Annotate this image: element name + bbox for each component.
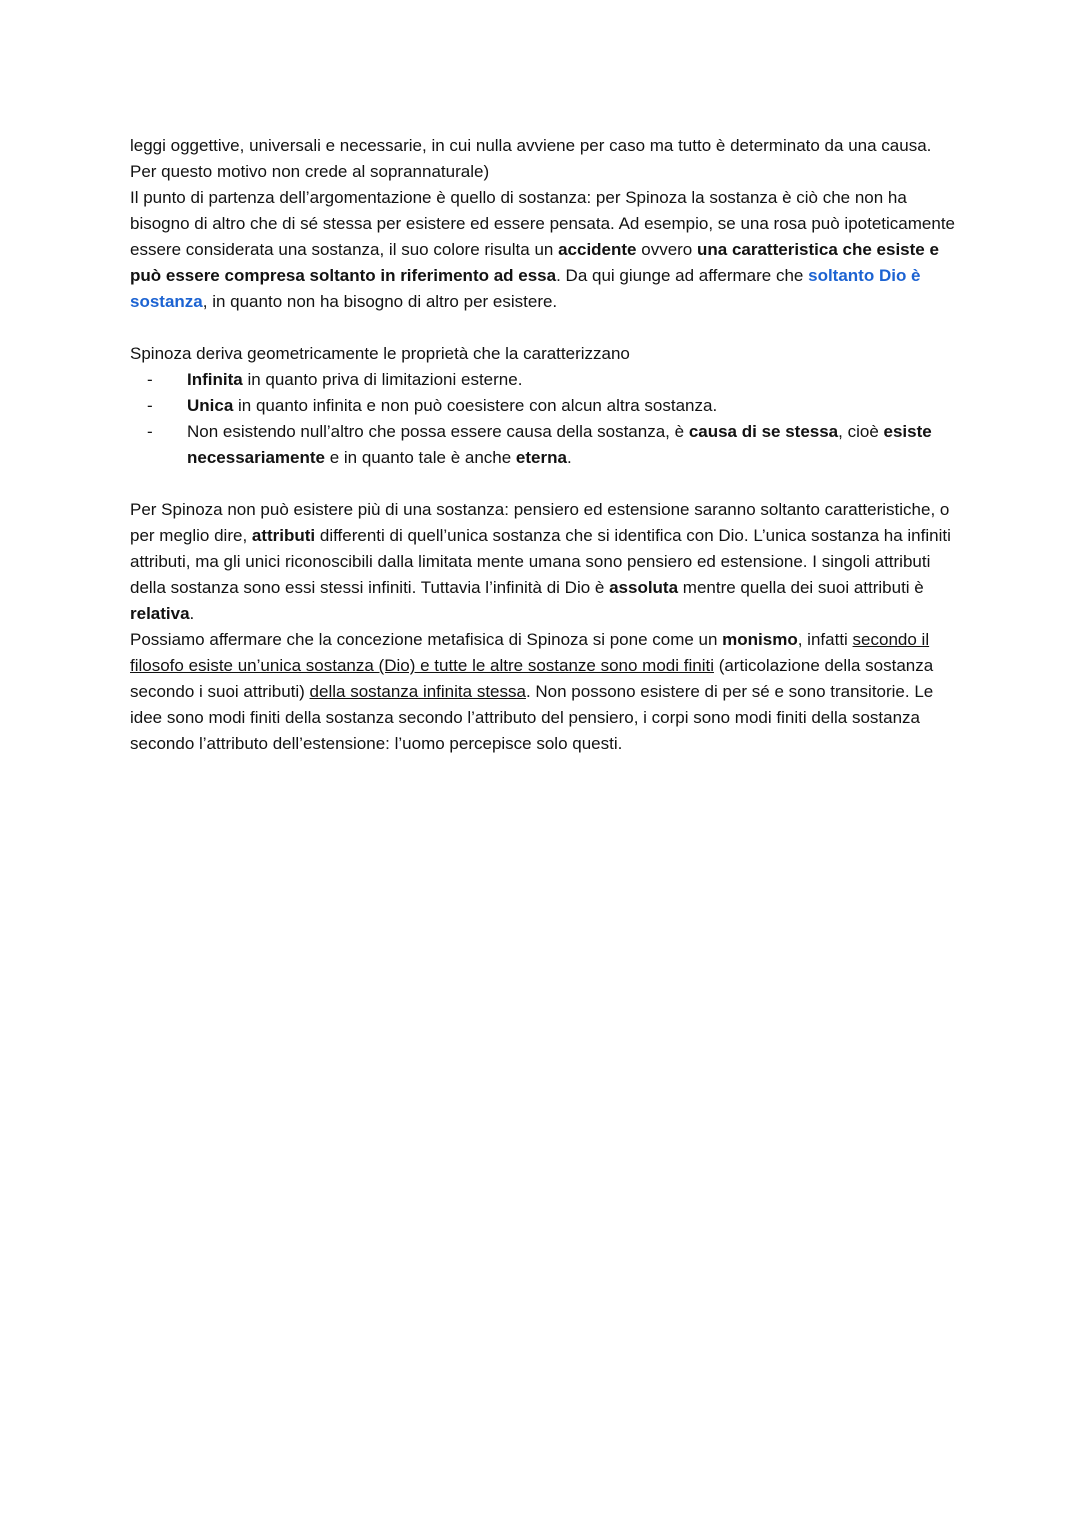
text-run: relativa (130, 604, 190, 623)
text-run: monismo (722, 630, 798, 649)
list-item-text (187, 370, 522, 389)
properties-list (130, 367, 960, 471)
list-item-unica (130, 393, 960, 419)
blank-line (130, 315, 960, 341)
blank-line (130, 471, 960, 497)
list-item-causa-di-se (130, 419, 960, 471)
paragraph-proprieta-intro (130, 341, 960, 367)
text-run: Per Spinoza non può esistere più di una sostanza: pensiero ed estensione saranno soltanto caratteristiche, o per meglio dire, (130, 500, 950, 545)
list-item-text (187, 422, 932, 467)
text-run: ovvero (636, 240, 697, 259)
paragraph-sostanza (130, 185, 960, 315)
dash-bullet: - (147, 422, 153, 441)
text-run: assoluta (609, 578, 679, 597)
text-run: in quanto priva di limitazioni esterne. (242, 370, 523, 389)
text-run: Infinita (187, 370, 243, 389)
text-link[interactable]: soltanto Dio è sostanza (130, 266, 921, 311)
list-item-text (187, 396, 717, 415)
text-run: Il punto di partenza dell’argomentazione è quello di sostanza: per Spinoza la sostanza è ciò che non ha bisogno di altro che di sé stessa per esistere ed essere pensata. Ad esempio, se una rosa può ipoteticamente essere considerata una sostanza, il suo colore risulta un (130, 188, 955, 259)
dash-bullet: - (147, 370, 153, 389)
text-run: leggi oggettive, universali e necessarie, in cui nulla avviene per caso ma tutto è determinato da una causa. Per questo motivo non crede al soprannaturale) (130, 136, 932, 181)
text-run: Possiamo affermare che la concezione metafisica di Spinoza si pone come un (130, 630, 723, 649)
text-run: . Da qui giunge ad affermare che (556, 266, 809, 285)
text-run: . Non possono esistere di per sé e sono transitorie. Le idee sono modi finiti della sostanza secondo l’attributo del pensiero, i corpi sono modi finiti della sostanza secondo l’attributo dell’estensione: l’uomo percepisce solo questi. (130, 682, 934, 753)
text-run: Unica (187, 396, 234, 415)
text-run: accidente (558, 240, 637, 259)
text-run: secondo il filosofo esiste un’unica sostanza (Dio) e tutte le altre sostanze sono modi finiti (130, 630, 930, 675)
text-run: differenti di quell’unica sostanza che si identifica con Dio. L’unica sostanza ha infiniti attributi, ma gli unici riconoscibili dalla limitata mente umana sono pensiero ed estensione. I singoli attributi della sostanza sono essi stessi infiniti. Tuttavia l’infinità di Dio è (130, 526, 951, 597)
text-run: della sostanza infinita stessa (309, 682, 526, 701)
text-run: causa di se stessa (688, 422, 839, 441)
paragraph-monismo (130, 627, 960, 757)
text-run: . (189, 604, 195, 623)
text-run: Non esistendo null’altro che possa essere causa della sostanza, è (187, 422, 689, 441)
text-run: in quanto infinita e non può coesistere con alcun altra sostanza. (233, 396, 718, 415)
text-run: (articolazione della sostanza secondo i suoi attributi) (130, 656, 934, 701)
text-run: , infatti (797, 630, 853, 649)
text-run: mentre quella dei suoi attributi è (678, 578, 924, 597)
text-run: esiste necessariamente (187, 422, 932, 467)
text-run: Spinoza deriva geometricamente le proprietà che la caratterizzano (130, 344, 630, 363)
text-run: e in quanto tale è anche (324, 448, 516, 467)
paragraph-intro (130, 133, 960, 185)
text-run: una caratteristica che esiste e può essere compresa soltanto in riferimento ad essa (130, 240, 939, 285)
dash-bullet: - (147, 396, 153, 415)
paragraph-attributi (130, 497, 960, 627)
text-run: . (566, 448, 572, 467)
text-run: , cioè (838, 422, 884, 441)
text-run: attributi (251, 526, 316, 545)
list-item-infinita (130, 367, 960, 393)
text-run: , in quanto non ha bisogno di altro per esistere. (202, 292, 558, 311)
text-run: eterna (515, 448, 567, 467)
